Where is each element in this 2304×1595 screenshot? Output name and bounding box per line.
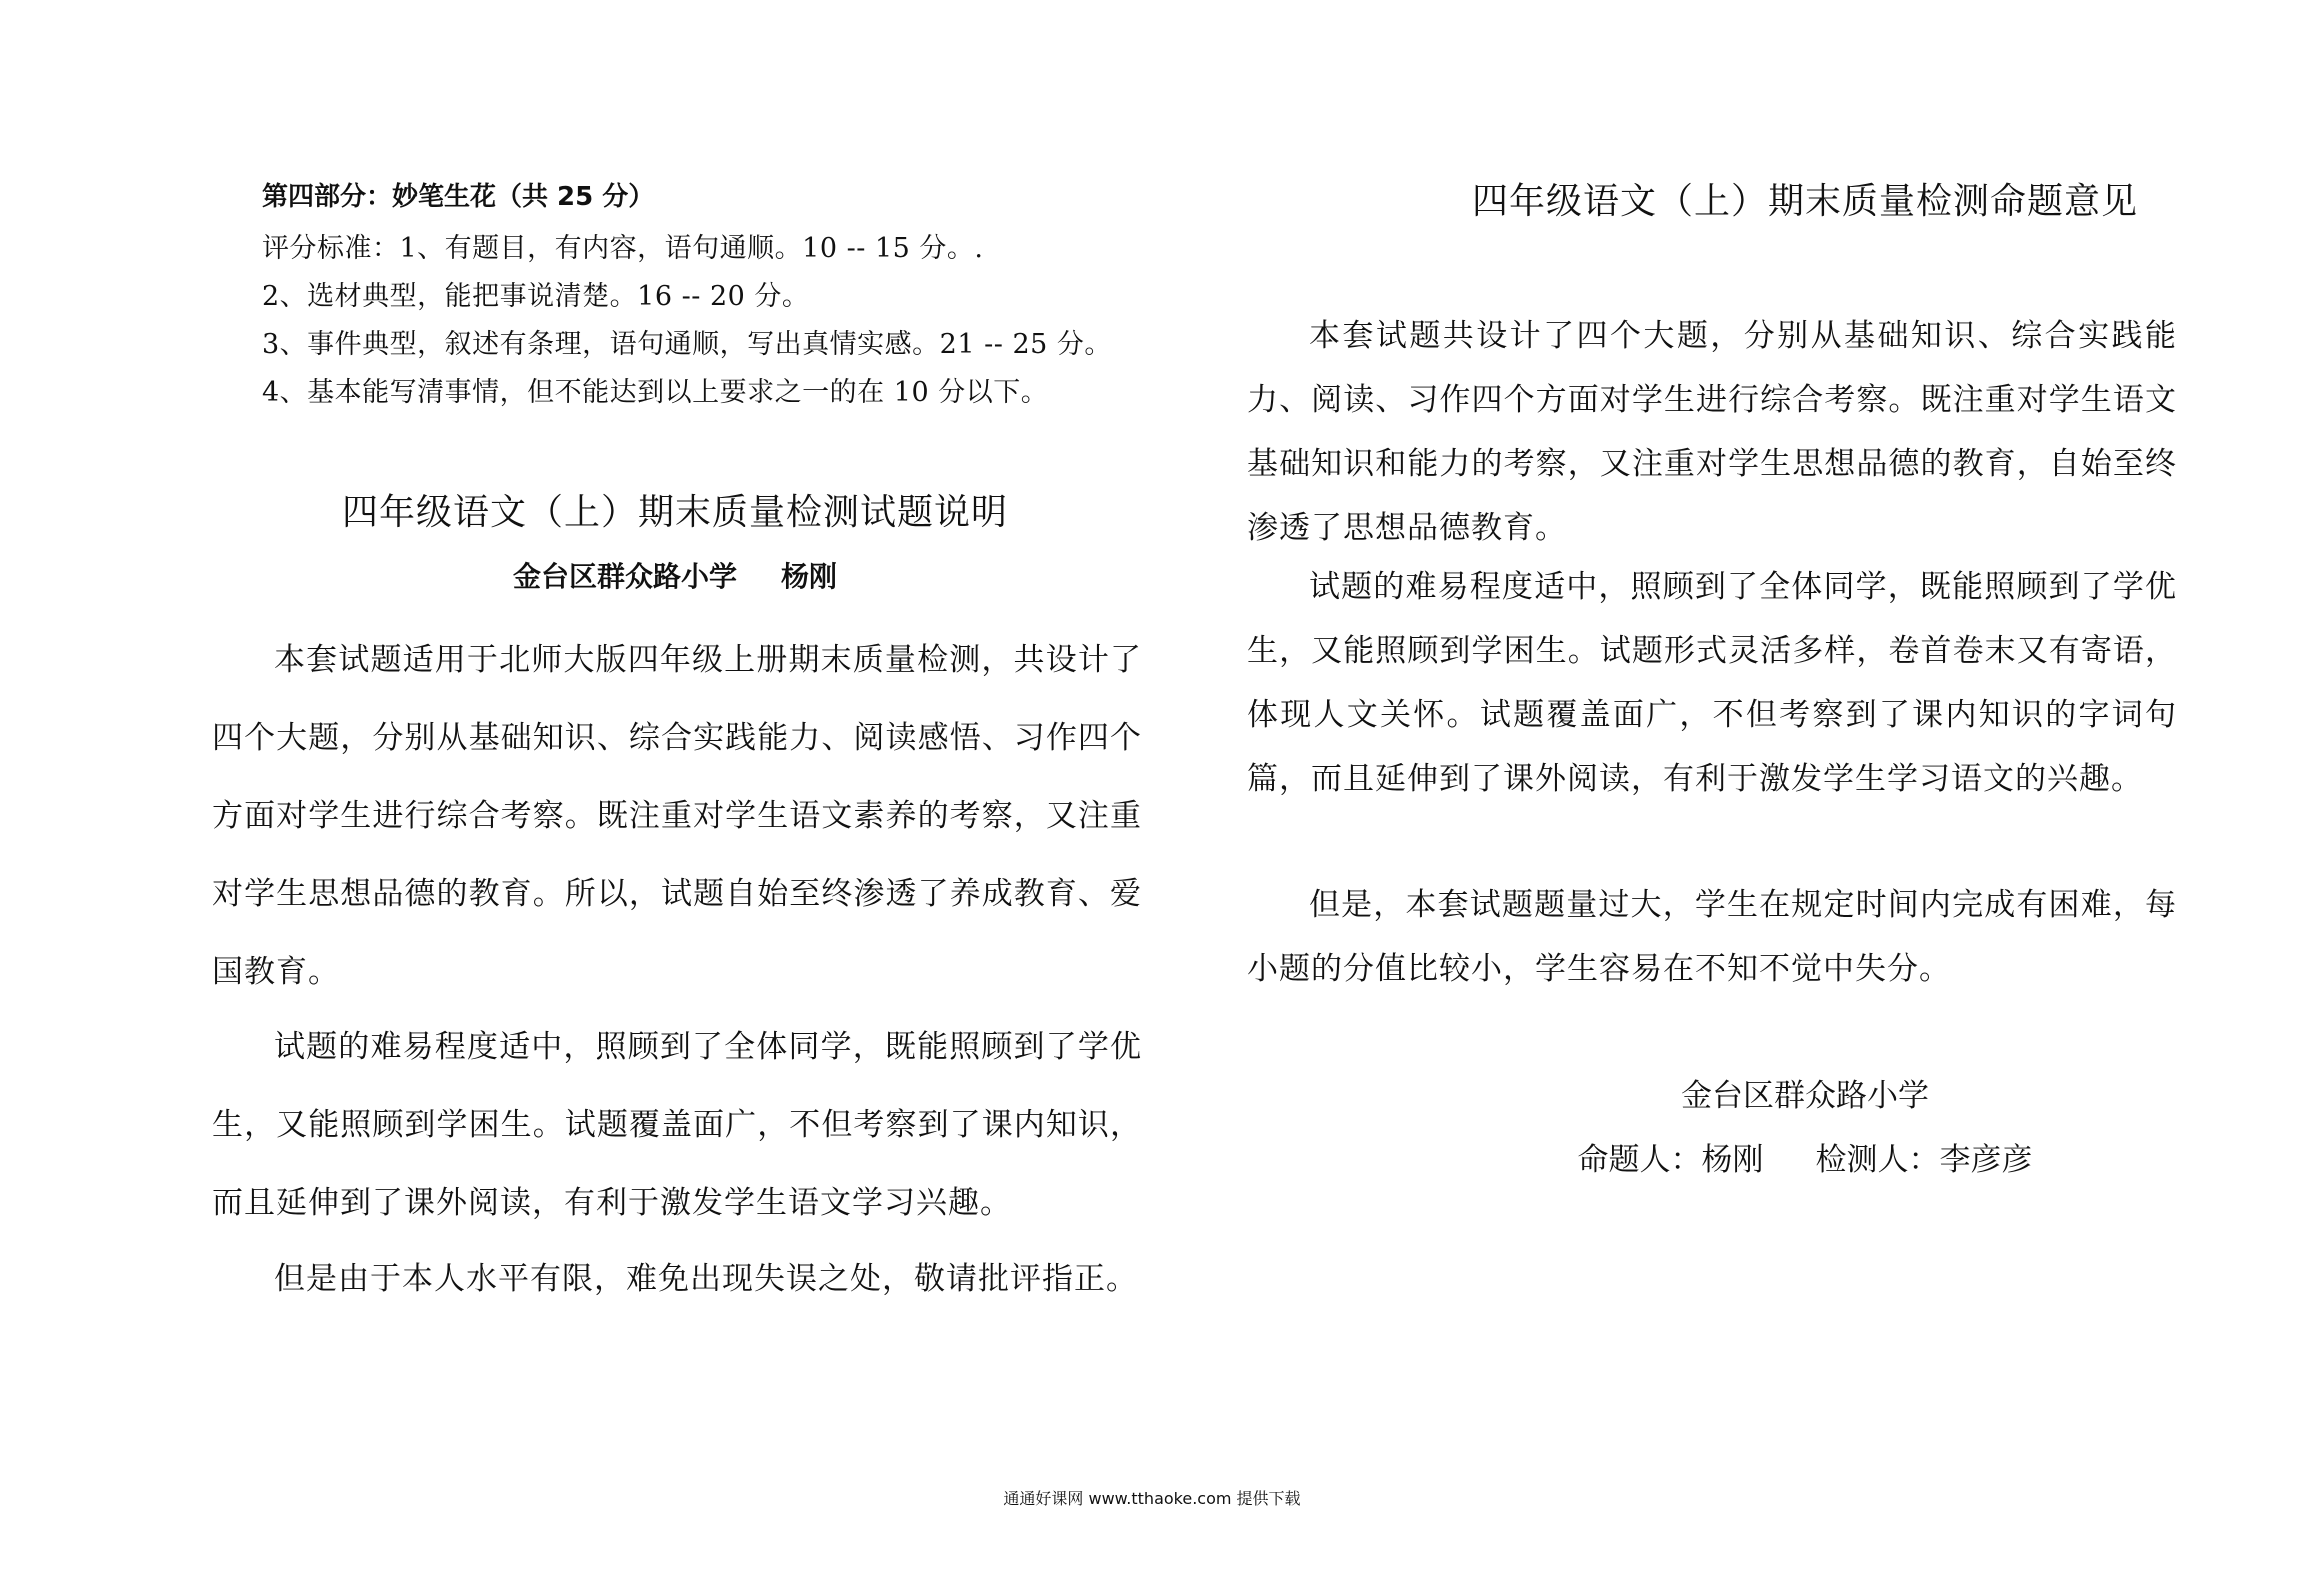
author-line	[0, 555, 1350, 595]
part4-heading: 第四部分：妙笔生花（共 25 分）	[262, 182, 655, 212]
signature-people	[1240, 1134, 2304, 1179]
opinion-paragraph: 但是，本套试题题量过大，学生在规定时间内完成有困难，每小题的分值比较小，学生容易在不知不觉中失分。	[1247, 887, 2177, 987]
opinion-paragraph: 试题的难易程度适中，照顾到了全体同学，既能照顾到了学优生，又能照顾到学困生。试题形式灵活多样，卷首卷末又有寄语，体现人文关怀。试题覆盖面广，不但考察到了课内知识的字词句篇，而且延伸到了课外阅读，有利于激发学生学习语文的兴趣。	[1247, 569, 2177, 797]
explanation-paragraph: 但是由于本人水平有限，难免出现失误之处，敬请批评指正。	[274, 1261, 1138, 1297]
author-name: 杨刚	[781, 560, 838, 593]
author-school: 金台区群众路小学	[512, 560, 737, 593]
download-footer: 通通好课网 www.tthaoke.com 提供下载	[1003, 1489, 1301, 1508]
exam-explanation-title: 四年级语文（上）期末质量检测试题说明	[341, 492, 1008, 533]
scoring-criterion: 评分标准：1、有题目，有内容，语句通顺。10 -- 15 分。.	[262, 233, 984, 264]
proposition-opinion-title: 四年级语文（上）期末质量检测命题意见	[1471, 181, 2138, 222]
explanation-paragraph: 试题的难易程度适中，照顾到了全体同学，既能照顾到了学优生，又能照顾到学困生。试题覆盖面广，不但考察到了课内知识，而且延伸到了课外阅读，有利于激发学生语文学习兴趣。	[212, 1029, 1142, 1221]
proposer: 命题人：杨刚	[1577, 1142, 1764, 1178]
scoring-criterion: 2、选材典型，能把事说清楚。16 -- 20 分。	[262, 281, 810, 312]
scoring-criterion: 3、事件典型，叙述有条理，语句通顺，写出真情实感。21 -- 25 分。	[262, 329, 1112, 360]
scoring-criterion: 4、基本能写清事情，但不能达到以上要求之一的在 10 分以下。	[262, 377, 1049, 408]
opinion-paragraph: 本套试题共设计了四个大题，分别从基础知识、综合实践能力、阅读、习作四个方面对学生进行综合考察。既注重对学生语文基础知识和能力的考察，又注重对学生思想品德的教育，自始至终渗透了思想品德教育。	[1247, 318, 2177, 546]
signature-school: 金台区群众路小学	[1681, 1078, 1929, 1114]
explanation-paragraph: 本套试题适用于北师大版四年级上册期末质量检测，共设计了四个大题，分别从基础知识、综合实践能力、阅读感悟、习作四个方面对学生进行综合考察。既注重对学生语文素养的考察，又注重对学生思想品德的教育。所以，试题自始至终渗透了养成教育、爱国教育。	[212, 642, 1142, 990]
tester: 检测人：李彦彦	[1815, 1142, 2033, 1178]
